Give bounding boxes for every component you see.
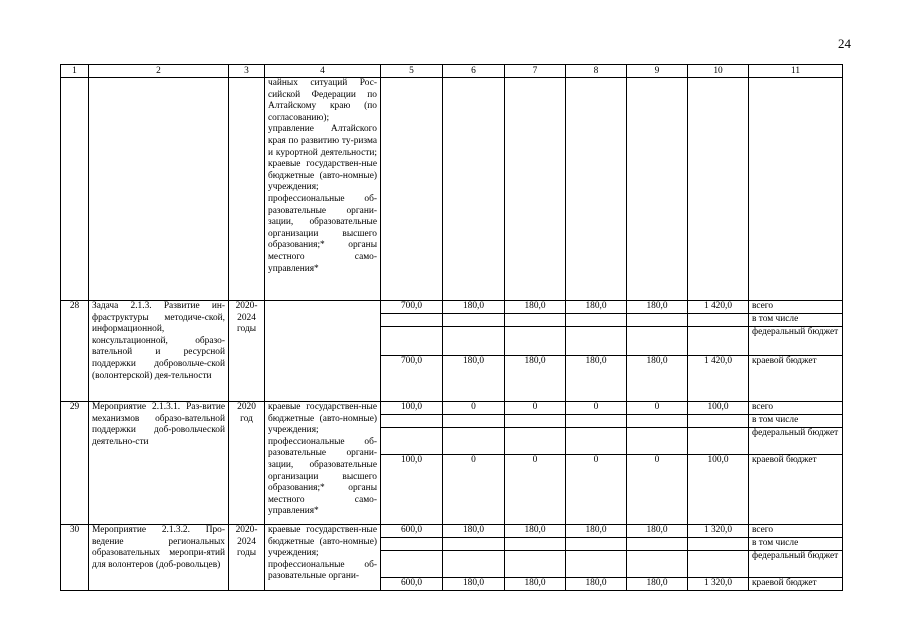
column-number: 6 [443, 65, 505, 78]
amount-cell-6: 180,0 [443, 301, 505, 314]
program-item-row [61, 301, 843, 314]
row-number: 30 [61, 525, 89, 591]
amount-cell-6 [443, 551, 505, 578]
funding-source-label: краевой бюджет [749, 356, 843, 402]
amount-cell-9 [627, 428, 688, 455]
amount-cell-9: 0 [627, 402, 688, 415]
executors-cell: чайных ситуаций Рос-сийской Федерации по Алтайскому краю (по согласованию); управление Алтайского края по развитию ту-ризма и курортной деятельности; краевые государствен-ные бюджетные (авто-номные) учреждения; профессиональные об-разовательные органи-зации, образовательные организации высшего образования;* органы местного само-управления* [265, 78, 381, 301]
column-number: 3 [229, 65, 265, 78]
funding-source-label: краевой бюджет [749, 455, 843, 525]
amount-cell-7 [505, 327, 566, 356]
column-number: 1 [61, 65, 89, 78]
item-name: Задача 2.1.3. Развитие ин-фраструктуры методиче-ской, информационной, консультационной, образо-вательной и ресурсной поддержки добровольче-ской (волонтерской) дея-тельности [89, 301, 229, 402]
amount-cell-8 [566, 415, 627, 428]
amount-cell-10 [688, 327, 749, 356]
funding-source-label: в том числе [749, 538, 843, 551]
column-number: 11 [749, 65, 843, 78]
amount-cell-9 [627, 538, 688, 551]
amount-cell-5: 600,0 [381, 578, 443, 591]
funding-source-label: в том числе [749, 314, 843, 327]
item-executors: краевые государствен-ные бюджетные (авто-номные) учреждения; профессиональные об-разовательные органи- [265, 525, 381, 591]
amount-cell-9: 180,0 [627, 578, 688, 591]
funding-source-label: федеральный бюджет [749, 327, 843, 356]
amount-cell-7: 180,0 [505, 356, 566, 402]
item-name: Мероприятие 2.1.3.2. Про-ведение региональных образовательных меропри-ятий для волонтеров (доб-ровольцев) [89, 525, 229, 591]
amount-cell-9 [627, 415, 688, 428]
amount-cell-10 [688, 551, 749, 578]
amount-cell-5 [381, 314, 443, 327]
program-item-row [61, 525, 843, 538]
amount-cell-5: 100,0 [381, 402, 443, 415]
funding-source-label: всего [749, 525, 843, 538]
program-table [60, 64, 843, 591]
amount-cell-6: 180,0 [443, 356, 505, 402]
row-number: 28 [61, 301, 89, 402]
amount-cell-6 [443, 538, 505, 551]
amount-cell-9 [627, 327, 688, 356]
amount-cell-8 [566, 327, 627, 356]
amount-cell-8: 180,0 [566, 578, 627, 591]
item-period: 2020 год [229, 402, 265, 525]
amount-cell-10: 1 320,0 [688, 525, 749, 538]
column-number: 7 [505, 65, 566, 78]
column-number: 10 [688, 65, 749, 78]
amount-cell-6 [443, 428, 505, 455]
amount-cell-6: 0 [443, 402, 505, 415]
amount-cell-5 [381, 327, 443, 356]
amount-cell-10 [688, 538, 749, 551]
amount-cell-8: 0 [566, 402, 627, 415]
column-numbers-row [61, 65, 843, 78]
amount-cell-10 [688, 415, 749, 428]
amount-cell-9: 180,0 [627, 356, 688, 402]
funding-source-label: всего [749, 301, 843, 314]
amount-cell-8: 0 [566, 455, 627, 525]
amount-cell-5 [381, 415, 443, 428]
item-period: 2020-2024 годы [229, 525, 265, 591]
amount-cell-10: 1 420,0 [688, 356, 749, 402]
amount-cell-8 [566, 538, 627, 551]
item-executors [265, 301, 381, 402]
amount-cell-7 [505, 428, 566, 455]
amount-cell-10: 1 320,0 [688, 578, 749, 591]
page-number: 24 [838, 36, 851, 51]
amount-cell-9: 0 [627, 455, 688, 525]
amount-cell-8 [566, 428, 627, 455]
amount-cell-5: 700,0 [381, 356, 443, 402]
column-number: 5 [381, 65, 443, 78]
column-number: 8 [566, 65, 627, 78]
item-name: Мероприятие 2.1.3.1. Раз-витие механизмов образо-вательной поддержки доб-ровольческой деятельно-сти [89, 402, 229, 525]
program-item-row [61, 402, 843, 415]
amount-cell-6 [443, 327, 505, 356]
funding-source-label: в том числе [749, 415, 843, 428]
amount-cell-5 [381, 551, 443, 578]
column-number: 4 [265, 65, 381, 78]
amount-cell-7: 180,0 [505, 525, 566, 538]
continuation-row [61, 78, 843, 301]
amount-cell-10: 100,0 [688, 455, 749, 525]
funding-source-label: краевой бюджет [749, 578, 843, 591]
amount-cell-7 [505, 314, 566, 327]
amount-cell-9: 180,0 [627, 301, 688, 314]
amount-cell-6: 0 [443, 455, 505, 525]
amount-cell-6: 180,0 [443, 578, 505, 591]
amount-cell-10: 100,0 [688, 402, 749, 415]
row-number: 29 [61, 402, 89, 525]
amount-cell-7: 180,0 [505, 301, 566, 314]
item-executors: краевые государствен-ные бюджетные (авто-номные) учреждения; профессиональные об-разовательные органи-зации, образовательные организации высшего образования;* органы местного само-управления* [265, 402, 381, 525]
amount-cell-8: 180,0 [566, 356, 627, 402]
amount-cell-8: 180,0 [566, 301, 627, 314]
amount-cell-8: 180,0 [566, 525, 627, 538]
funding-source-label: федеральный бюджет [749, 428, 843, 455]
amount-cell-6 [443, 415, 505, 428]
amount-cell-9: 180,0 [627, 525, 688, 538]
amount-cell-10 [688, 428, 749, 455]
amount-cell-10: 1 420,0 [688, 301, 749, 314]
amount-cell-7 [505, 538, 566, 551]
amount-cell-7 [505, 415, 566, 428]
amount-cell-8 [566, 314, 627, 327]
amount-cell-5 [381, 428, 443, 455]
amount-cell-7 [505, 551, 566, 578]
amount-cell-6 [443, 314, 505, 327]
amount-cell-7: 0 [505, 455, 566, 525]
funding-source-label: федеральный бюджет [749, 551, 843, 578]
amount-cell-5: 100,0 [381, 455, 443, 525]
amount-cell-9 [627, 551, 688, 578]
funding-source-label: всего [749, 402, 843, 415]
amount-cell-5 [381, 538, 443, 551]
amount-cell-8 [566, 551, 627, 578]
amount-cell-6: 180,0 [443, 525, 505, 538]
amount-cell-5: 700,0 [381, 301, 443, 314]
item-period: 2020-2024 годы [229, 301, 265, 402]
column-number: 9 [627, 65, 688, 78]
amount-cell-5: 600,0 [381, 525, 443, 538]
amount-cell-7: 0 [505, 402, 566, 415]
amount-cell-9 [627, 314, 688, 327]
column-number: 2 [89, 65, 229, 78]
amount-cell-10 [688, 314, 749, 327]
amount-cell-7: 180,0 [505, 578, 566, 591]
